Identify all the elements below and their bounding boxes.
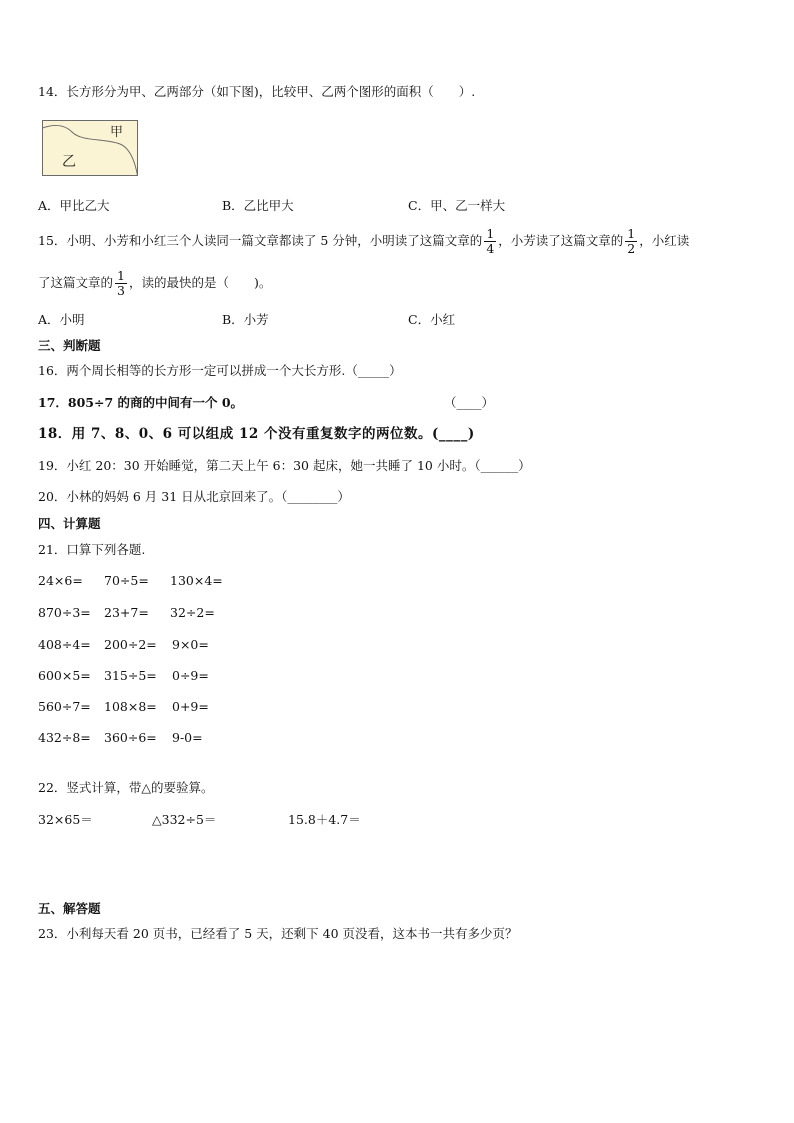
q14-option-c: C．甲、乙一样大 — [408, 198, 506, 213]
rectangle-figure — [42, 120, 138, 176]
calc-item: 560÷7= — [38, 699, 91, 714]
section-3-heading: 三、判断题 — [38, 338, 101, 353]
question-17: 17．805÷7 的商的中间有一个 0。 — [38, 395, 244, 410]
question-16: 16．两个周长相等的长方形一定可以拼成一个大长方形.（_____） — [38, 363, 402, 378]
question-20: 20．小林的妈妈 6 月 31 日从北京回来了。（________） — [38, 489, 350, 504]
vertical-calc-item: 15.8＋4.7＝ — [288, 812, 361, 827]
question-14-text: 14．长方形分为甲、乙两部分（如下图)，比较甲、乙两个图形的面积（ ）. — [38, 84, 476, 99]
calc-item: 23+7= — [104, 605, 149, 620]
question-19: 19．小红 20：30 开始睡觉，第二天上午 6：30 起床，她一共睡了 10 小时。（______） — [38, 458, 531, 473]
question-15-line-1: 15．小明、小芳和小红三个人读同一篇文章都读了 5 分钟，小明读了这篇文章的 $\frac{1}{4}$ ，小芳读了这篇文章的 $\frac{1}{2}$ ，小红读 — [38, 226, 690, 256]
q15-option-b: B．小芳 — [222, 312, 269, 327]
calc-item: 870÷3= — [38, 605, 91, 620]
label-jia: 甲 — [110, 125, 124, 140]
calc-item: 360÷6= — [104, 730, 157, 745]
question-15-line-2: 了这篇文章的 $\frac{1}{3}$ ，读的最快的是（ )。 — [38, 268, 272, 298]
section-5-heading: 五、解答题 — [38, 901, 101, 916]
calc-item: 9×0= — [172, 637, 209, 652]
fraction-one-half: $\frac{1}{2}$ — [627, 226, 636, 256]
calc-item: 0÷9= — [172, 668, 209, 683]
question-23: 23．小利每天看 20 页书，已经看了 5 天，还剩下 40 页没看，这本书一共有多少页？ — [38, 926, 518, 941]
fraction-one-third: $\frac{1}{3}$ — [117, 268, 125, 298]
question-18: 18．用 7、8、0、6 可以组成 12 个没有重复数字的两位数。(____) — [38, 426, 475, 442]
calc-item: 0+9= — [172, 699, 209, 714]
question-14 — [38, 84, 475, 100]
question-22-title: 22．竖式计算，带△的要验算。 — [38, 780, 214, 795]
question-17-blank: （____） — [444, 395, 495, 410]
fraction-one-quarter: $\frac{1}{4}$ — [486, 226, 495, 256]
section-4-heading: 四、计算题 — [38, 516, 101, 531]
calc-item: 408÷4= — [38, 637, 91, 652]
calc-item: 432÷8= — [38, 730, 91, 745]
calc-item: 32÷2= — [170, 605, 215, 620]
label-yi: 乙 — [62, 154, 76, 170]
vertical-calc-item: 32×65＝ — [38, 812, 93, 827]
calc-item: 9-0= — [172, 730, 203, 745]
q14-option-b: B．乙比甲大 — [222, 198, 294, 213]
question-21-title: 21．口算下列各题. — [38, 542, 146, 557]
vertical-calc-item: △332÷5＝ — [152, 812, 217, 827]
calc-item: 24×6= — [38, 573, 83, 588]
q15-option-c: C．小红 — [408, 312, 456, 327]
q15-option-a: A．小明 — [38, 312, 85, 327]
calc-item: 315÷5= — [104, 668, 157, 683]
calc-item: 200÷2= — [104, 637, 157, 652]
calc-item: 600×5= — [38, 668, 91, 683]
q14-option-a: A．甲比乙大 — [38, 198, 110, 213]
calc-item: 108×8= — [104, 699, 157, 714]
calc-item: 70÷5= — [104, 573, 149, 588]
calc-item: 130×4= — [170, 573, 223, 588]
